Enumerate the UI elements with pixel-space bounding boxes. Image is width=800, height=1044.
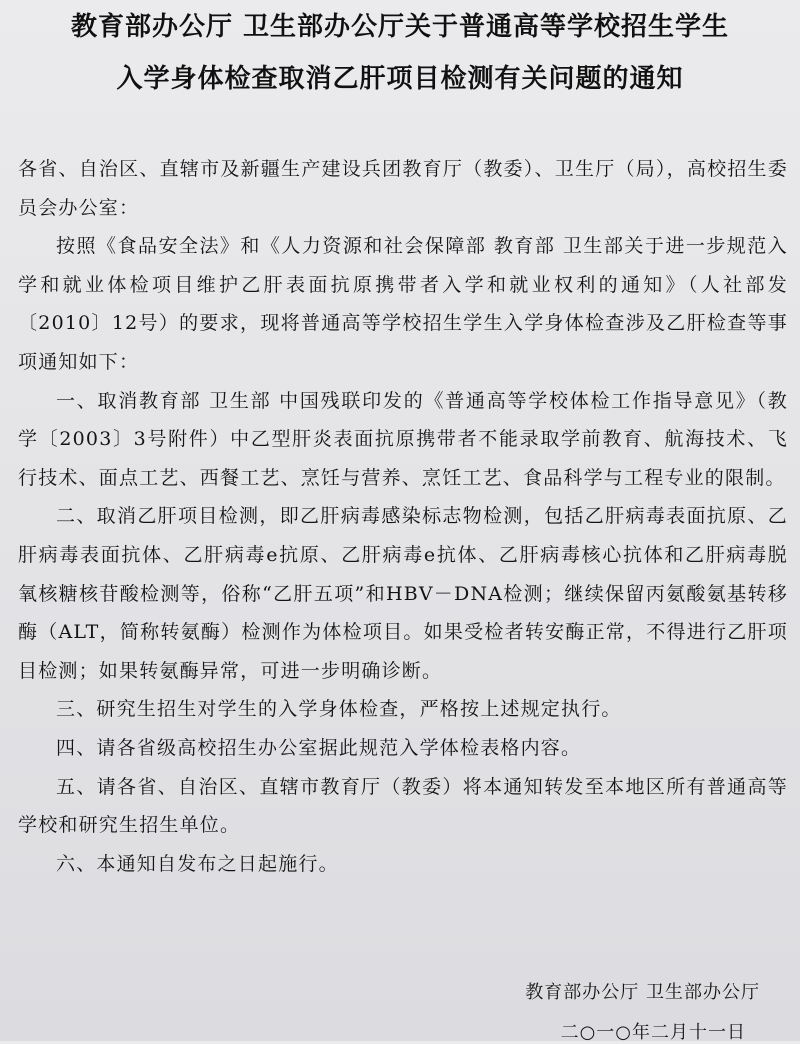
issuing-offices: 教育部办公厅 卫生部办公厅 [525,982,760,1003]
item-3-paragraph: 三、研究生招生对学生的入学身体检查，严格按上述规定执行。 [56,698,622,721]
item-4-paragraph: 四、请各省级高校招生办公室据此规范入学体检表格内容。 [56,736,582,759]
salutation: 各省、自治区、直辖市及新疆生产建设兵团教育厅（教委）、卫生厅（局），高校招生委员会办公室： [18,158,788,219]
intro-paragraph: 按照《食品安全法》和《人力资源和社会保障部 教育部 卫生部关于进一步规范入学和就业体检项目维护乙肝表面抗原携带者入学和就业权利的通知》（人社部发〔2010〕12号）的要求，现将普通高等学校招生学生入学身体检查涉及乙肝检查等事项通知如下： [18,235,788,373]
title-line-1: 教育部办公厅 卫生部办公厅关于普通高等学校招生学生 [70,12,730,42]
signature-block [525,978,760,1044]
item-5-paragraph: 五、请各省、自治区、直辖市教育厅（教委）将本通知转发至本地区所有普通高等学校和研究生招生单位。 [18,775,788,837]
issue-date: 二○一○年二月十一日 [560,1022,746,1043]
item-2-paragraph: 二、取消乙肝项目检测，即乙肝病毒感染标志物检测，包括乙肝病毒表面抗原、乙肝病毒表面抗体、乙肝病毒e抗原、乙肝病毒e抗体、乙肝病毒核心抗体和乙肝病毒脱氧核糖核苷酸检测等，俗称“乙肝五项”和HBV－DNA检测；继续保留丙氨酸氨基转移酶（ALT，简称转氨酶）检测作为体检项目。如果受检者转安酶正常，不得进行乙肝项目检测；如果转氨酶异常，可进一步明确诊断。 [18,505,788,682]
item-6-paragraph: 六、本通知自发布之日起施行。 [56,852,339,875]
item-1-paragraph: 一、取消教育部 卫生部 中国残联印发的《普通高等学校体检工作指导意见》（教学〔2003〕3号附件）中乙型肝炎表面抗原携带者不能录取学前教育、航海技术、飞行技术、面点工艺、西餐工艺、烹饪与营养、烹饪工艺、食品科学与工程专业的限制。 [18,389,788,489]
document-body [18,150,788,883]
title-line-2: 入学身体检查取消乙肝项目检测有关问题的通知 [116,64,684,94]
